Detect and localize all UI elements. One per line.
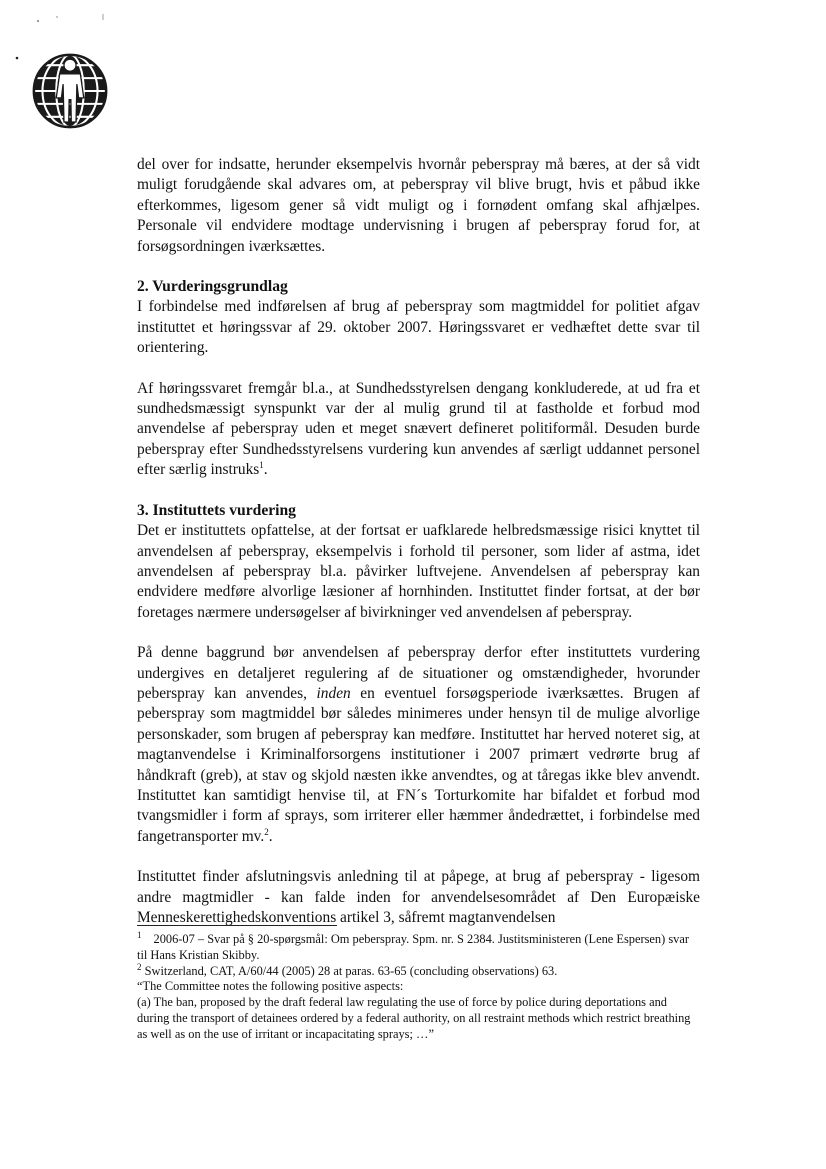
- footnote-number: 2: [137, 961, 142, 972]
- paragraph-regulering: [137, 643, 700, 847]
- footnotes: [137, 929, 700, 1043]
- footnote-2: [137, 961, 700, 980]
- institute-logo-icon: [27, 48, 113, 134]
- paragraph-text: Af høringssvaret fremgår bl.a., at Sundhedsstyrelsen dengang konkluderede, at ud fra et sundhedsmæssigt synspunkt var der al mulig grund til at fastholde et forbud mod anvendelse af peberspray uden et meget snævert defineret politiformål. Desuden burde peberspray efter Sundhedsstyrelsens vurdering kun anvendes af særligt uddannet personel efter særlig instruks: [137, 379, 700, 479]
- paragraph-text: en eventuel forsøgsperiode iværksættes. Brugen af peberspray som magtmiddel bør således minimeres under hensyn til de mulige alvorlige personskader, som brugen af peberspray kan medføre. Instituttet har herved noteret sig, at magtanvendelse i Kriminalforsorgens institutioner i 2007 primært vedrørte brug af håndkraft (greb), at stav og skjold næsten ikke anvendtes, og at tåregas ikke blev anvendt. Instituttet kan samtidigt henvise til, at FN´s Torturkomite har bifaldet et forbud mod tvangsmidler i form af sprays, som irriterer eller hæmmer åndedrættet, i forbindelse med fangetransporter mv.: [137, 684, 700, 845]
- footnote-number: 1: [137, 929, 142, 940]
- section-heading-instituttets-vurdering: 3. Instituttets vurdering: [137, 501, 296, 519]
- footnote-quote-body: (a) The ban, proposed by the draft federal law regulating the use of force by police during deportations and during the transport of detainees ordered by a federal authority, on all restraint methods which restrict breathing as well as on the use of irritant or incapacitating sprays; …”: [137, 995, 691, 1041]
- paragraph-sundhedsstyrelsen: [137, 379, 700, 481]
- footnote-divider: [137, 925, 337, 926]
- section-heading-vurderingsgrundlag: 2. Vurderingsgrundlag: [137, 278, 288, 296]
- paragraph-text: På denne baggrund bør anvendelsen af peberspray derfor efter instituttets vurdering undergives en detaljeret regulering af de situationer og omstændigheder, hvorunder peberspray kan anvendes,: [137, 644, 700, 702]
- footnote-ref-1[interactable]: 1: [259, 460, 264, 471]
- paragraph-afslutning: Instituttet finder afslutningsvis anledning til at påpege, at brug af peberspray - ligesom andre magtmidler - kan falde inden for anvendelsesområdet af Den Europæiske Menneskerettighedskonventions artikel 3, såfremt magtanvendelsen: [137, 868, 700, 926]
- footnote-ref-2[interactable]: 2: [264, 826, 269, 837]
- footnote-1: [137, 929, 700, 964]
- paragraph-intro: del over for indsatte, herunder eksempelvis hvornår peberspray må bæres, at der så vidt muligt forudgående skal advares om, at peberspray vil blive brugt, hvis et påbud ikke efterkommes, ligesom gener så vidt muligt og i fornødent omfang skal afhjælpes. Personale vil endvidere modtage undervisning i brugen af peberspray forud for, at forsøgsordningen iværksættes.: [137, 156, 700, 255]
- emphasis-inden: inden: [316, 684, 351, 702]
- footnote-text: 2006-07 – Svar på § 20-spørgsmål: Om peberspray. Spm. nr. S 2384. Justitsministeren (Lene Espersen) svar til Hans Kristian Skibby.: [137, 932, 689, 962]
- paragraph-end: .: [263, 461, 268, 479]
- paragraph-risici: Det er instituttets opfattelse, at der fortsat er uafklarede helbredsmæssige risici knyttet til anvendelsen af peberspray, eksempelvis i forhold til personer, som lider af astma, idet anvendelsen af peberspray bl.a. påvirker luftvejene. Anvendelsen af peberspray kan endvidere medføre alvorlige læsioner af hornhinden. Instituttet finder fortsat, at der bør foretages nærmere undersøgelser af bivirkninger ved anvendelsen af peberspray.: [137, 522, 700, 621]
- paragraph-end: .: [268, 827, 273, 845]
- footnote-quote-intro: “The Committee notes the following positive aspects:: [137, 979, 404, 994]
- paragraph-hoeringssvar: I forbindelse med indførelsen af brug af peberspray som magtmiddel for politiet afgav instituttet et høringssvar af 29. oktober 2007. Høringssvaret er vedhæftet dette svar til orientering.: [137, 298, 700, 357]
- footnote-text: Switzerland, CAT, A/60/44 (2005) 28 at paras. 63-65 (concluding observations) 63.: [144, 963, 558, 978]
- letter-body: [137, 155, 700, 928]
